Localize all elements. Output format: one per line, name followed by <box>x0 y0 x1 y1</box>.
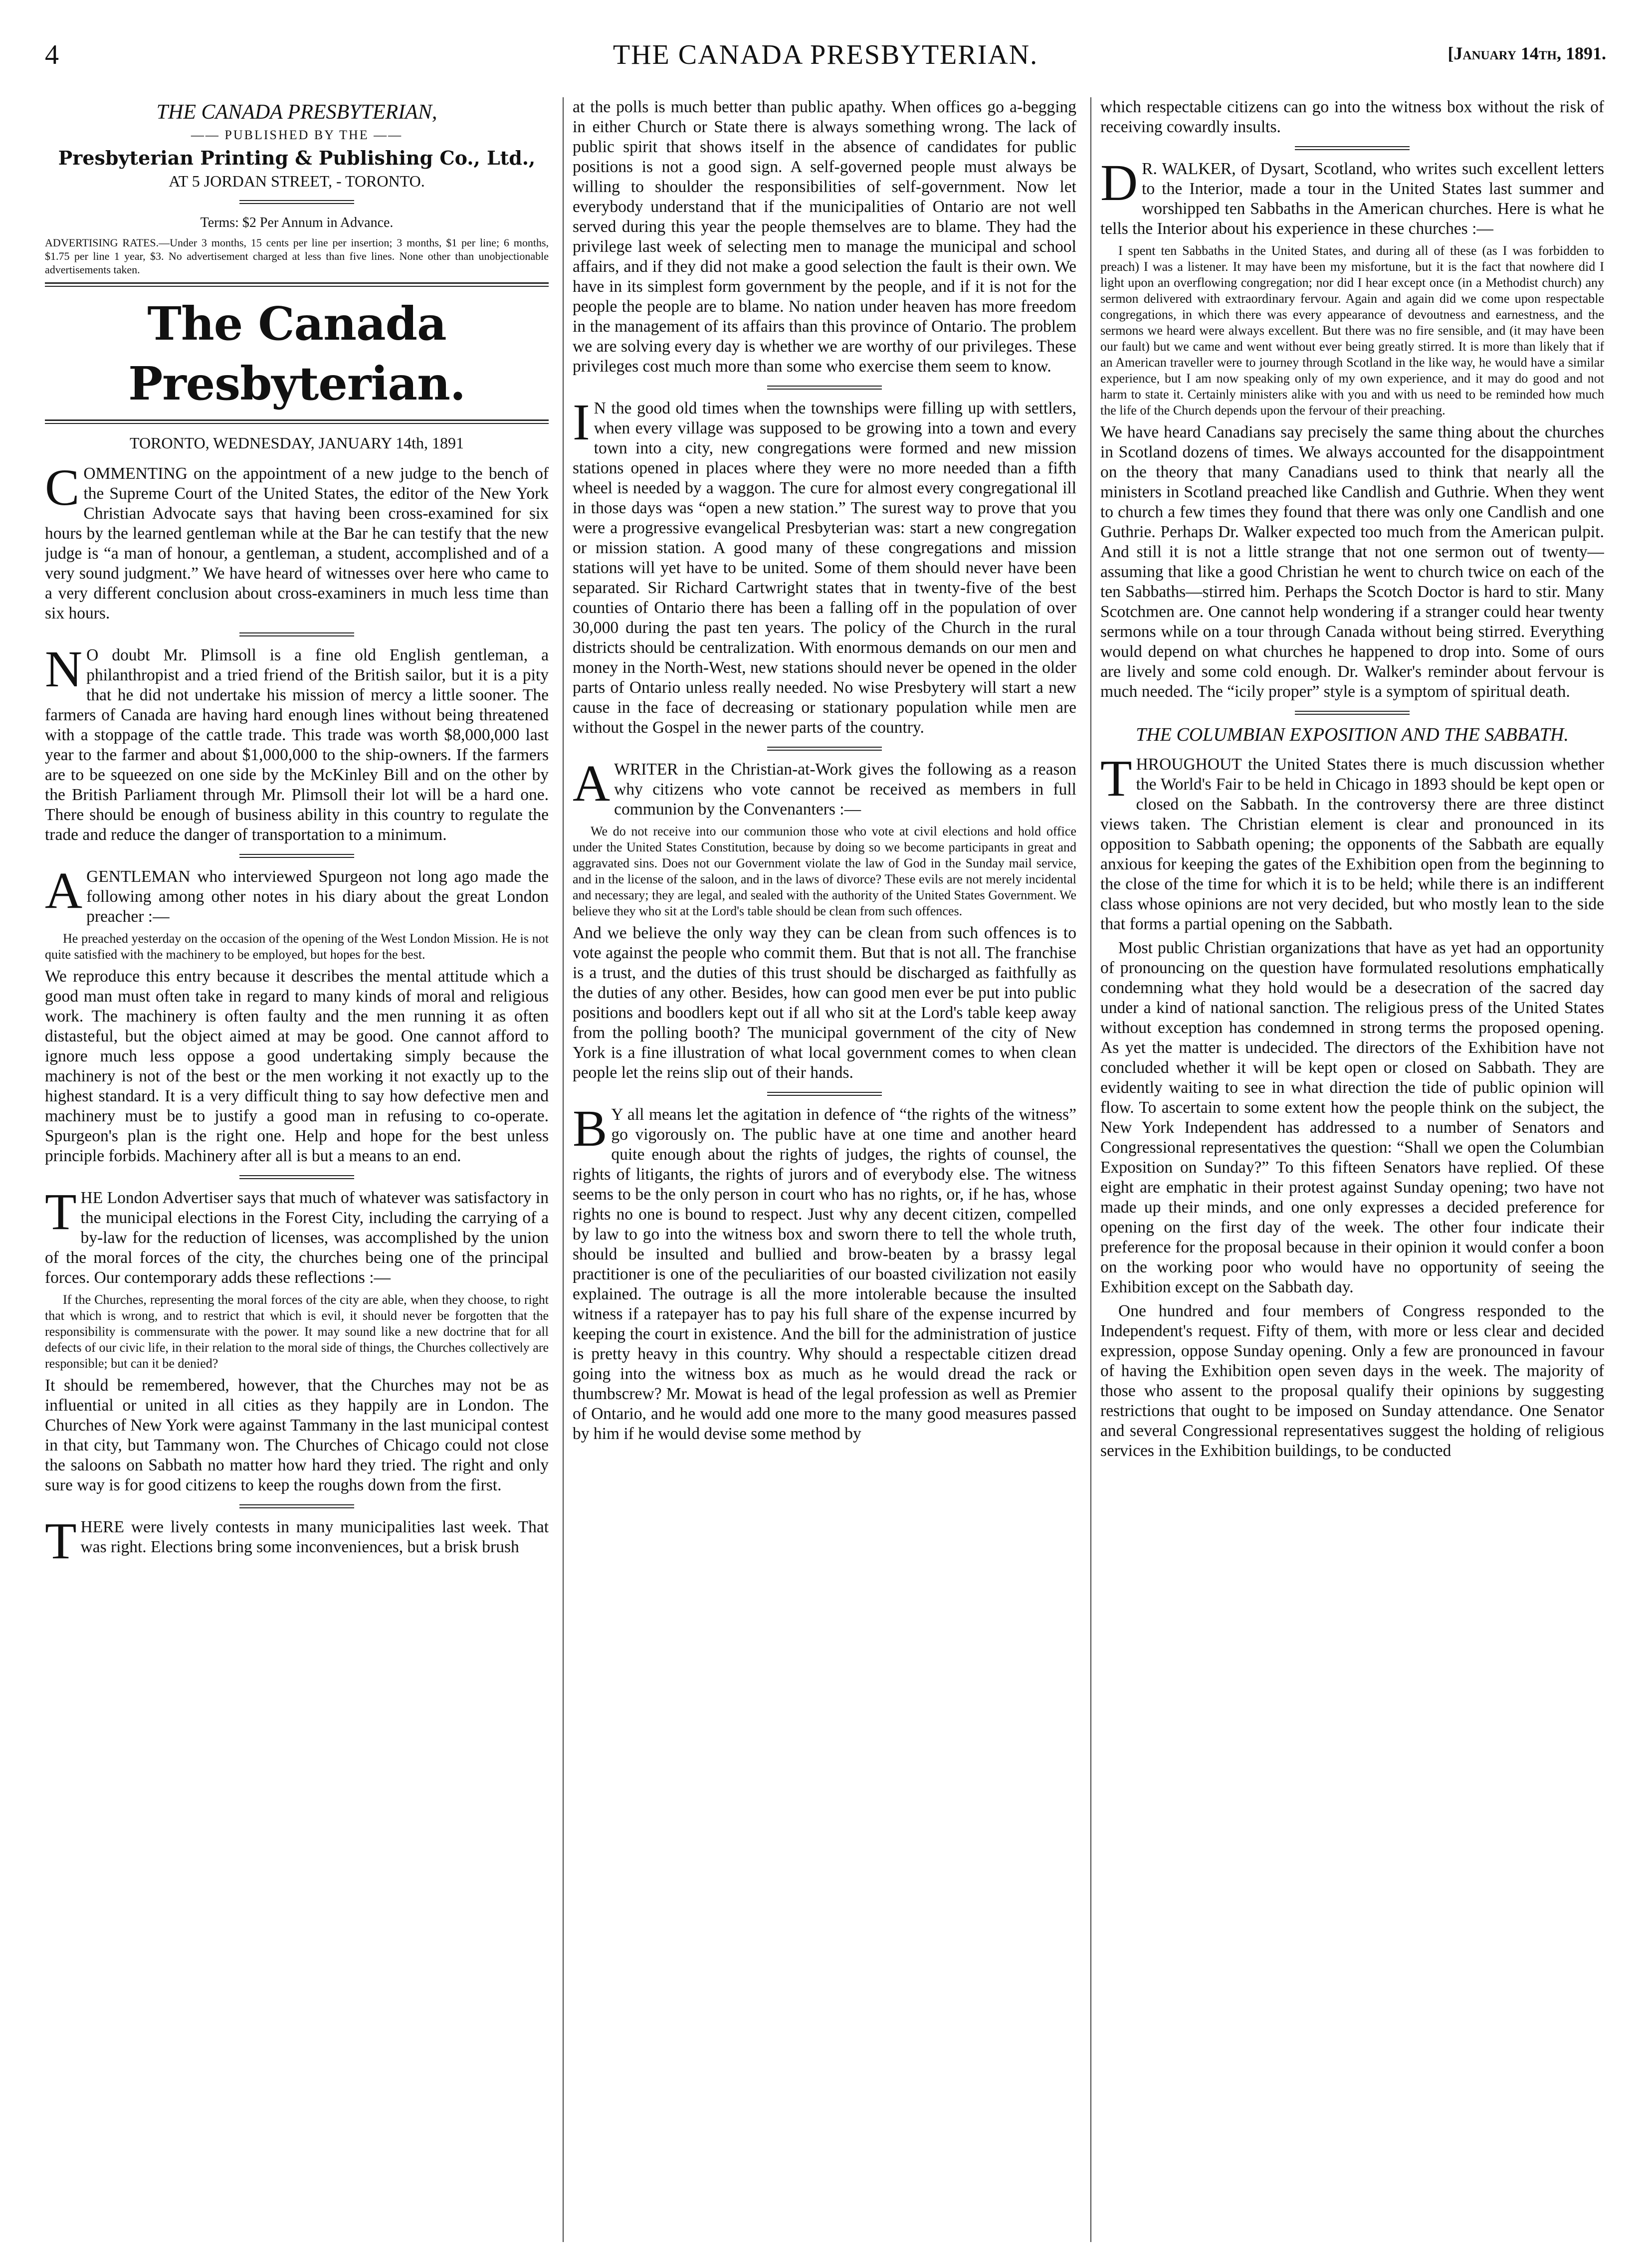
drop-cap: T <box>1100 750 1132 807</box>
publisher-address: AT 5 JORDAN STREET, - TORONTO. <box>169 172 425 190</box>
article-text: WRITER in the Christian-at-Work gives the following as a reason why citizens who vote cannot be received as members in full communion by the Convenanters :— <box>614 760 1076 819</box>
article-paragraph: One hundred and four members of Congress responded to the Independent's request. Fifty of them, with more or less clear and decided expression, oppose Sunday opening. Only a few are pronounced in favour of having the Exhibition open seven days in the week. The majority of those who assent to the proposal qualify their opinions by suggesting restrictions that ought to be imposed on Sunday attendance. One Senator and several Congressional representatives suggest the holding of religious services in the Exhibition buildings, to be conducted <box>1100 1302 1604 1460</box>
drop-cap: A <box>45 862 83 919</box>
page-header <box>45 39 1606 79</box>
article-heading: THE COLUMBIAN EXPOSITION AND THE SABBATH. <box>1136 724 1569 745</box>
separator <box>239 1175 354 1179</box>
separator <box>767 747 882 751</box>
column-rule <box>563 97 564 2242</box>
quotation: I spent ten Sabbaths in the United States, and during all of these (as I was forbidden to preach) I was a listener. It may have been my misfortune, but it is the fact that nowhere did I light upon an overflowing congregation; nor did I hear except once (in a Methodist church) any sermon delivered with extraordinary fervour. Again and again did we come upon respectable congregations, in which there was every appearance of devoutness and earnestness, and the sermons we heard were always excellent. But there was no fire sensible, and (it may have been our fault) but we came and went without ever being greatly stirred. It is more than likely that if an American traveller were to journey through Scotland in the like way, he would have a similar experience, but I am now speaking only of my own experience, and it may do good and not harm to state it. Certainly ministers alike with you and with us need to be reminded how much the life of the Church depends upon the fervour of their preaching. <box>1100 243 1604 417</box>
article-text: GENTLEMAN who interviewed Spurgeon not long ago made the following among other notes in his diary about the great London preacher :— <box>86 867 549 926</box>
article-text: HERE were lively contests in many municipalities last week. That was right. Elections bring some inconveniences, but a brisk brush <box>80 1518 549 1556</box>
publisher-name: Presbyterian Printing & Publishing Co., Ltd., <box>58 147 536 169</box>
article-paragraph <box>573 755 1076 820</box>
double-rule <box>45 282 549 287</box>
article-text: HROUGHOUT the United States there is much discussion whether the World's Fair to be held in Chicago in 1893 should be kept open or closed on the Sabbath. In the controversy there are three distinct views taken. The Christian element is clear and pronounced in its opposition to Sabbath opening; the opponents of the Sabbath are equally anxious for keeping the gates of the Exhibition open from the beginning to the close of the time for which it is to be held; while there is an indifferent class whose opinions are not very decided, but who mostly lean to the side that forms a partial opening on the Sabbath. <box>1100 755 1604 933</box>
article-paragraph <box>45 862 549 927</box>
article-paragraph: Most public Christian organizations that have as yet had an opportunity of pronouncing on the question have formulated resolutions emphatically condemning what they hold would be a desecration of the sacred day under a kind of national sanction. The religious press of the United States without exception has condemned in strong terms the proposed opening. As yet the matter is undecided. The directors of the Exhibition have not concluded whether it will be kept open or closed on Sabbath. They are evidently waiting to see in what direction the tide of public opinion will flow. To ascertain to some extent how the people think on the subject, the New York Independent has addressed to a number of Senators and Congressional representatives the question: “Shall we open the Columbian Exposition on Sunday?” To this fifteen Senators have replied. Of these eight are emphatic in their protest against Sunday opening; two have not made up their minds, and one only expresses a decided preference for opening on the first day of the week. The other four indicate their preference for the proposal because in their opinion it would confer a boon on the working poor who would have no opportunity of seeing the Exhibition except on the Sabbath day. <box>1100 939 1604 1296</box>
dateline: TORONTO, WEDNESDAY, JANUARY 14th, 1891 <box>130 434 464 452</box>
article-paragraph <box>1100 154 1604 239</box>
drop-cap: A <box>573 755 611 812</box>
separator <box>239 854 354 858</box>
article-paragraph <box>1100 750 1604 934</box>
double-rule <box>45 419 549 424</box>
separator <box>239 632 354 636</box>
article-paragraph: And we believe the only way they can be clean from such offences is to vote against the people who commit them. But that is not all. The franchise is a trust, and the duties of this trust should be discharged as faithfully as the duties of any other. Besides, how can good men ever be put into public positions and boodlers kept out if all who sit at the Lord's table keep away from the polling booth? The municipal government of the city of New York is a fine illustration of what local government comes to when clean people let the reins slip out of their hands. <box>573 924 1076 1082</box>
quotation: If the Churches, representing the moral forces of the city are able, when they choose, to right that which is wrong, and to restrict that which is evil, it should never be forgotten that the responsibility is commensurate with the power. It may sound like a new doctrine that for all defects of our civic life, in their relation to the moral side of things, the Churches collectively are responsible; but can it be denied? <box>45 1292 549 1371</box>
article-text: O doubt Mr. Plimsoll is a fine old English gentleman, a philanthropist and a tried friend of the British sailor, but it is a pity that he did not undertake his mission of mercy a little sooner. The farmers of Canada are having hard enough lines without being threatened with a stoppage of the cattle trade. This trade was worth $8,000,000 last year to the farmer and about $1,000,000 to the ship-owners. If the farmers are to be squeezed on one side by the McKinley Bill and on the other by the British Parliament through Mr. Plimsoll their lot will be a hard one. There should be enough of business ability in this country to regulate the trade and reduce the danger of transportation to a minimum. <box>45 646 549 844</box>
article-paragraph: We reproduce this entry because it describes the mental attitude which a good man must often take in regard to many kinds of moral and religious work. The machinery is often faulty and the men running it as often distasteful, but the object aimed at may be good. One cannot afford to ignore much less oppose a good undertaking simply because the machinery is not of the best or the men working it not exactly up to the highest standard. It is a very difficult thing to say how defective men and machinery must be to justify a good man in refusing to co-operate. Spurgeon's plan is the right one. Help and hope for the best unless principle forbids. Machinery after all is but a means to an end. <box>45 967 549 1165</box>
article-text: N the good old times when the townships were filling up with settlers, when every village was supposed to be growing into a town and every town into a city, new congregations were formed and new mission stations opened in places where they were no more needed than a fifth wheel is needed by a waggon. The cure for almost every congregational ill in those days was “open a new station.” The surest way to prove that you were a progressive evangelical Presbyterian was: start a new congregation or mission station. A good many of these congregations and mission stations will yet have to be united. Some of them should never have been separated. Sir Richard Cartwright states that in twenty-five of the best counties of Ontario there has been a falling off in the population of over 30,000 during the past ten years. The policy of the Church in the rural districts should be centralization. With enormous demands on our men and money in the North-West, new stations should never be opened in the older parts of Ontario unless really needed. No wise Presbytery will start a new cause in the face of decreasing or stationary population while men are without the Gospel in the newer parts of the country. <box>573 399 1076 737</box>
published-by: —— PUBLISHED BY THE —— <box>191 128 403 142</box>
advertising-rates: ADVERTISING RATES.—Under 3 months, 15 cents per line per insertion; 3 months, $1 per line; 6 months, $1.75 per line 1 year, $3. No advertisement charged at less than five lines. None other than unobjectionable advertisements taken. <box>45 236 549 276</box>
quotation: We do not receive into our communion those who vote at civil elections and hold office under the United States Constitution, because by doing so we become participants in great and aggravated sins. Does not our Government violate the law of God in the Sunday mail service, and in the license of the saloon, and in the laws of divorce? These evils are not merely incidental and necessary; they are legal, and sealed with the authority of the United States Government. We believe they who sit at the Lord's table should be clean from such offences. <box>573 824 1076 918</box>
article-paragraph <box>45 459 549 623</box>
separator <box>767 386 882 390</box>
column-3 <box>1100 97 1604 2247</box>
column-2 <box>573 97 1076 2247</box>
article-text: OMMENTING on the appointment of a new judge to the bench of the Supreme Court of the United States, the editor of the New York Christian Advocate says that having been cross-examined for six hours by the learned gentleman while at the Bar he can testify that the new judge is “a man of honour, a gentleman, a student, accomplished and of a very sound judgment.” We have heard of witnesses over here who came to a very different conclusion about cross-examiners in much less time than six hours. <box>45 464 549 622</box>
article-paragraph: which respectable citizens can go into the witness box without the risk of receiving cowardly insults. <box>1100 98 1604 136</box>
drop-cap: C <box>45 459 80 516</box>
article-paragraph: We have heard Canadians say precisely the same thing about the churches in Scotland dozens of times. We always accounted for the disappointment on the theory that many Canadians used to think that nearly all the ministers in Scotland preached like Candlish and Guthrie. When they went to church a few times they found that there was only one Candlish and one Guthrie. Perhaps Dr. Walker expected too much from the American pulpit. And still it is not a little strange that not one sermon out of twenty—assuming that like a good Christian he went to church twice on each of the ten Sabbaths—stirred him. Perhaps the Scotch Doctor is hard to stir. Many Scotchmen are. One cannot help wondering if a stranger could hear twenty sermons while on a tour through Canada without being stirred. Everything would depend on what churches he happened to drop into. Some of ours are lively and some cold enough. Dr. Walker's reminder about fervour is much needed. The “icily proper” style is a symptom of spiritual death. <box>1100 423 1604 701</box>
separator <box>1295 146 1410 150</box>
column-rule <box>1090 97 1091 2242</box>
article-text: Y all means let the agitation in defence of “the rights of the witness” go vigorously on. The public have at one time and another heard quite enough about the rights of judges, the rights of counsel, the rights of litigants, the rights of jurors and of everybody else. The witness seems to be the only person in court who has no rights, or, if he has, whose rights no one is bound to respect. Just why any decent citizen, compelled by law to go into the witness box and sworn there to tell the whole truth, should be insulted and bullied and brow-beaten by a brassy legal practitioner is one of the peculiarities of our boasted civilization not easily explained. The outrage is all the more intolerable because the insulted witness if a ratepayer has to pay his full share of the expense incurred by keeping the court in existence. And the bill for the administration of justice is pretty heavy in this country. Why should a respectable citizen dread going into the witness box as much as he would dread the rack or thumbscrew? Mr. Mowat is head of the legal profession as well as Premier of Ontario, and he would add one more to the many good measures passed by him if he would devise some method by <box>573 1105 1076 1443</box>
column-1 <box>45 97 549 2247</box>
subscription-terms: Terms: $2 Per Annum in Advance. <box>200 215 394 230</box>
running-title: THE CANADA PRESBYTERIAN. <box>613 39 1038 70</box>
drop-cap: I <box>573 394 590 451</box>
article-text: HE London Advertiser says that much of whatever was satisfactory in the municipal elections in the Forest City, including the carrying of a by-law for the reduction of licenses, was accomplished by the union of the moral forces of the city, the churches being one of the principal forces. Our contemporary adds these reflections :— <box>45 1189 549 1287</box>
drop-cap: D <box>1100 154 1138 211</box>
article-paragraph <box>573 394 1076 738</box>
article-paragraph <box>45 1183 549 1288</box>
separator <box>239 200 354 204</box>
separator <box>767 1092 882 1096</box>
quotation: He preached yesterday on the occasion of the opening of the West London Mission. He is not quite satisfied with the machinery to be employed, but hopes for the best. <box>45 931 549 962</box>
page-number: 4 <box>45 39 59 70</box>
drop-cap: T <box>45 1512 77 1570</box>
drop-cap: T <box>45 1183 77 1240</box>
article-paragraph <box>45 1512 549 1570</box>
article-text: R. WALKER, of Dysart, Scotland, who writes such excellent letters to the Interior, made a tour in the United States last summer and worshipped ten Sabbaths in the American churches. Here is what he tells the Interior about his experience in these churches :— <box>1100 160 1604 238</box>
masthead-small-title: THE CANADA PRESBYTERIAN, <box>156 101 437 124</box>
article-paragraph <box>45 640 549 845</box>
drop-cap: N <box>45 640 83 698</box>
issue-date: [January 14th, 1891. <box>1447 43 1606 63</box>
article-paragraph: It should be remembered, however, that the Churches may not be as influential or united in all cities as they happily are in London. The Churches of New York were against Tammany in the last municipal contest in that city, but Tammany won. The Churches of Chicago could not close the saloons on Sabbath no matter how hard they tried. The right and only sure way is for good citizens to keep the roughs down from the first. <box>45 1376 549 1494</box>
drop-cap: B <box>573 1100 608 1157</box>
separator <box>239 1504 354 1508</box>
masthead-title: The Canada Presbyterian. <box>128 297 465 411</box>
article-paragraph: at the polls is much better than public apathy. When offices go a-begging in either Church or State there is always something wrong. The lack of public spirit that shows itself in the absence of candidates for public positions is not a good sign. A self-governed people must always be willing to shoulder the responsibilities of self-government. Now let everybody understand that if the municipalities of Ontario are not well served during this year the people themselves are to blame. They had the privilege last week of selecting men to manage the municipal and school affairs, and if they did not make a good selection the fault is their own. We have in its simplest form government by the people, and if it is not for the people the people are to blame. No nation under heaven has more freedom in the management of its affairs than this province of Ontario. The problem we are solving every day is whether we are worthy of our privileges. These privileges cost much more than some who exercise them seem to know. <box>573 98 1076 376</box>
separator <box>1295 711 1410 715</box>
article-paragraph <box>573 1100 1076 1444</box>
